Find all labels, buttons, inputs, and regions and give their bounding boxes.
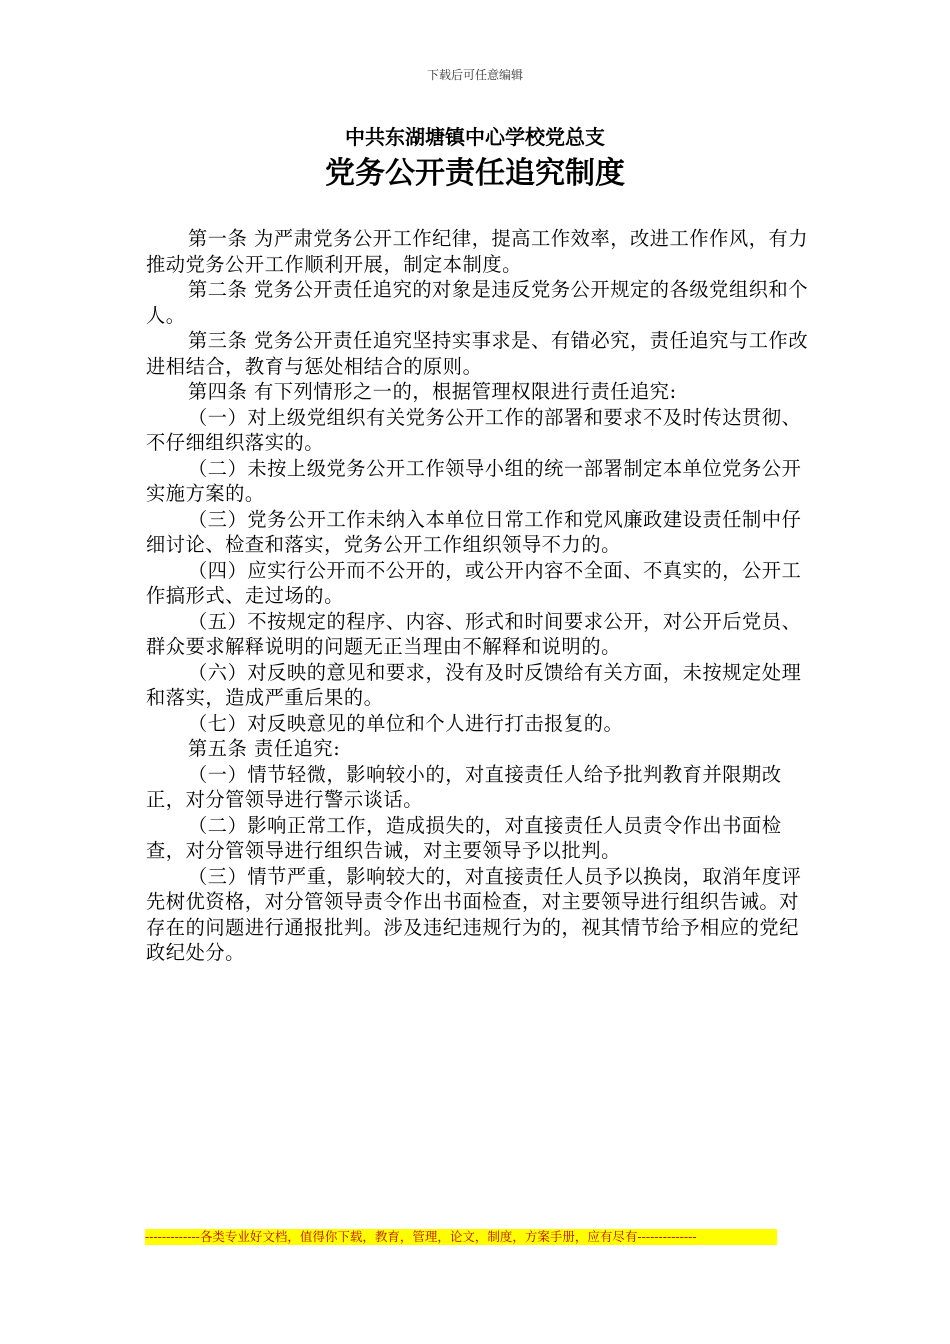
- article-2: 第二条 党务公开责任追究的对象是违反党务公开规定的各级党组织和个人。: [146, 278, 809, 327]
- article-5-item-1: （一）情节轻微，影响较小的，对直接责任人给予批判教育并限期改正，对分管领导进行警示谈话。: [146, 762, 782, 811]
- article-4-item-2: （二）未按上级党务公开工作领导小组的统一部署制定本单位党务公开实施方案的。: [146, 456, 802, 505]
- article-4-item-6: （六）对反映的意见和要求，没有及时反馈给有关方面，未按规定处理和落实，造成严重后果的。: [146, 660, 802, 709]
- article-5-item-3: （三）情节严重，影响较大的，对直接责任人员予以换岗，取消年度评先树优资格，对分管领导责令作出书面检查，对主要领导进行组织告诫。对存在的问题进行通报批判。涉及违纪违规行为的，视其情节给予相应的党纪政纪处分。: [146, 864, 802, 964]
- document-body: [146, 226, 814, 966]
- document-title: 党务公开责任追究制度: [325, 156, 625, 191]
- article-4-item-4: （四）应实行公开而不公开的，或公开内容不全面、不真实的，公开工作搞形式、走过场的。: [146, 558, 802, 607]
- article-4-item-1: （一）对上级党组织有关党务公开工作的部署和要求不及时传达贯彻、不仔细组织落实的。: [146, 405, 802, 454]
- article-5: 第五条 责任追究:: [188, 737, 341, 760]
- footer-banner: -------------各类专业好文档，值得你下载，教育，管理，论文，制度，方案手册，应有尽有--------------: [145, 1229, 777, 1245]
- download-note: 下载后可任意编辑: [426, 68, 523, 82]
- article-3: 第三条 党务公开责任追究坚持实事求是、有错必究，责任追究与工作改进相结合，教育与惩处相结合的原则。: [146, 329, 809, 378]
- article-1: 第一条 为严肃党务公开工作纪律，提高工作效率，改进工作作风，有力推动党务公开工作顺利开展，制定本制度。: [146, 227, 809, 276]
- article-4-item-3: （三）党务公开工作未纳入本单位日常工作和党风廉政建设责任制中仔细讨论、检查和落实，党务公开工作组织领导不力的。: [146, 507, 802, 556]
- article-4: 第四条 有下列情形之一的，根据管理权限进行责任追究:: [188, 380, 677, 403]
- article-4-item-7: （七）对反映意见的单位和个人进行打击报复的。: [188, 711, 624, 735]
- article-4-item-5: （五）不按规定的程序、内容、形式和时间要求公开，对公开后党员、群众要求解释说明的问题无正当理由不解释和说明的。: [146, 609, 802, 658]
- organization-title: 中共东湖塘镇中心学校党总支: [345, 125, 605, 149]
- article-5-item-2: （二）影响正常工作，造成损失的，对直接责任人员责令作出书面检查，对分管领导进行组织告诫，对主要领导予以批判。: [146, 813, 782, 862]
